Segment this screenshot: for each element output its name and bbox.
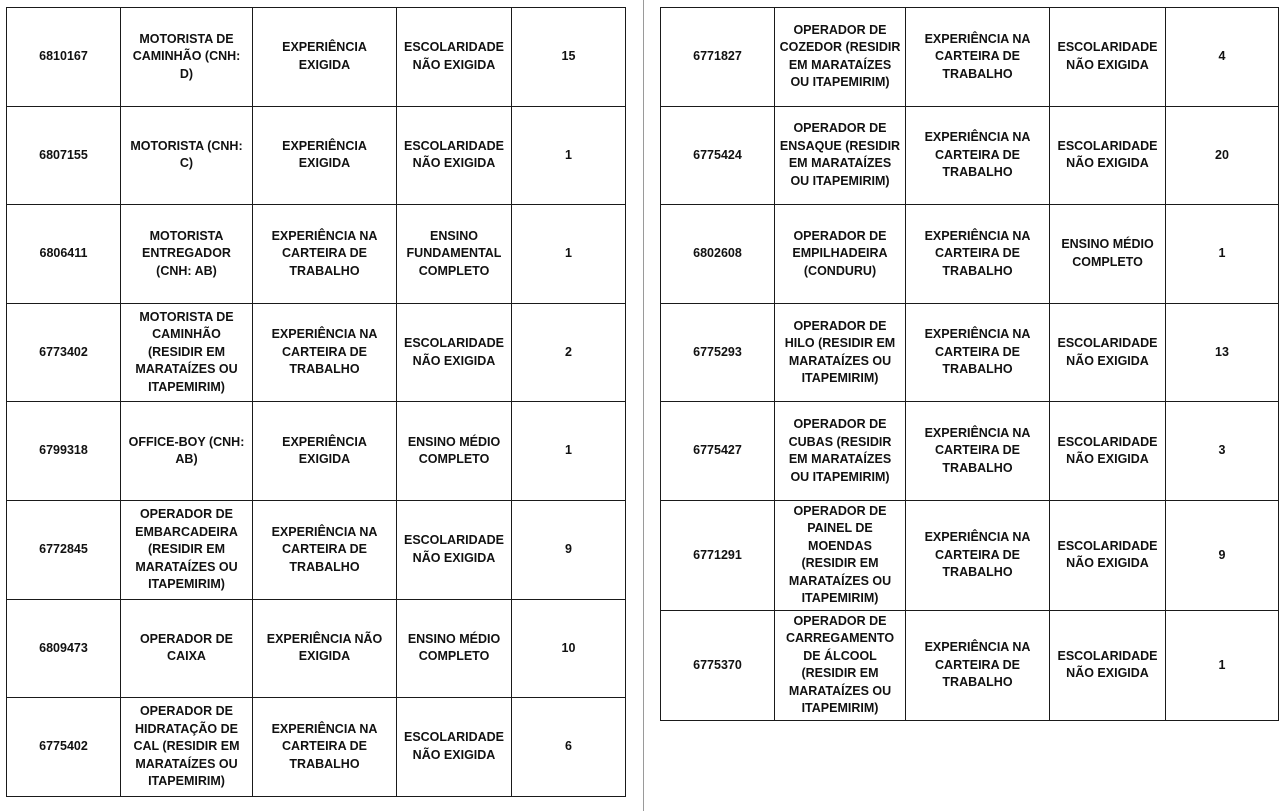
job-title: OPERADOR DE PAINEL DE MOENDAS (RESIDIR EM MARATAÍZES OU ITAPEMIRIM)	[775, 500, 906, 610]
job-title: OPERADOR DE HIDRATAÇÃO DE CAL (RESIDIR EM MARATAÍZES OU ITAPEMIRIM)	[121, 698, 253, 797]
table-row	[7, 698, 626, 797]
vacancy-count: 1	[512, 106, 626, 205]
education-requirement: ESCOLARIDADE NÃO EXIGIDA	[397, 303, 512, 402]
job-title: OPERADOR DE EMPILHADEIRA (CONDURU)	[775, 205, 906, 304]
page-divider	[643, 0, 644, 811]
job-code: 6775370	[661, 610, 775, 720]
job-title: OPERADOR DE ENSAQUE (RESIDIR EM MARATAÍZES OU ITAPEMIRIM)	[775, 106, 906, 205]
table-row	[661, 106, 1279, 205]
job-title: MOTORISTA DE CAMINHÃO (RESIDIR EM MARATAÍZES OU ITAPEMIRIM)	[121, 303, 253, 402]
job-code: 6772845	[7, 500, 121, 599]
vacancy-count: 15	[512, 8, 626, 107]
vacancy-count: 4	[1166, 8, 1279, 107]
experience-requirement: EXPERIÊNCIA EXIGIDA	[253, 8, 397, 107]
table-row	[661, 205, 1279, 304]
table-row	[661, 610, 1279, 720]
experience-requirement: EXPERIÊNCIA NA CARTEIRA DE TRABALHO	[906, 303, 1050, 402]
vacancy-count: 20	[1166, 106, 1279, 205]
table-row	[661, 500, 1279, 610]
job-code: 6775293	[661, 303, 775, 402]
vacancy-count: 3	[1166, 402, 1279, 501]
vacancy-count: 9	[512, 500, 626, 599]
experience-requirement: EXPERIÊNCIA NA CARTEIRA DE TRABALHO	[253, 205, 397, 304]
vacancy-count: 1	[512, 402, 626, 501]
experience-requirement: EXPERIÊNCIA NA CARTEIRA DE TRABALHO	[253, 303, 397, 402]
table-row	[7, 303, 626, 402]
job-title: MOTORISTA (CNH: C)	[121, 106, 253, 205]
table-row	[661, 402, 1279, 501]
education-requirement: ESCOLARIDADE NÃO EXIGIDA	[397, 106, 512, 205]
education-requirement: ESCOLARIDADE NÃO EXIGIDA	[1050, 500, 1166, 610]
experience-requirement: EXPERIÊNCIA NA CARTEIRA DE TRABALHO	[906, 500, 1050, 610]
education-requirement: ESCOLARIDADE NÃO EXIGIDA	[1050, 106, 1166, 205]
job-code: 6802608	[661, 205, 775, 304]
vacancy-count: 6	[512, 698, 626, 797]
experience-requirement: EXPERIÊNCIA NÃO EXIGIDA	[253, 599, 397, 698]
education-requirement: ESCOLARIDADE NÃO EXIGIDA	[397, 8, 512, 107]
experience-requirement: EXPERIÊNCIA NA CARTEIRA DE TRABALHO	[253, 500, 397, 599]
job-title: OPERADOR DE COZEDOR (RESIDIR EM MARATAÍZES OU ITAPEMIRIM)	[775, 8, 906, 107]
vacancy-count: 1	[1166, 205, 1279, 304]
experience-requirement: EXPERIÊNCIA EXIGIDA	[253, 402, 397, 501]
table-row	[7, 205, 626, 304]
table-row	[7, 8, 626, 107]
education-requirement: ESCOLARIDADE NÃO EXIGIDA	[397, 500, 512, 599]
job-title: OFFICE-BOY (CNH: AB)	[121, 402, 253, 501]
vacancy-count: 1	[512, 205, 626, 304]
job-title: MOTORISTA DE CAMINHÃO (CNH: D)	[121, 8, 253, 107]
job-title: OPERADOR DE CAIXA	[121, 599, 253, 698]
job-code: 6806411	[7, 205, 121, 304]
job-code: 6773402	[7, 303, 121, 402]
experience-requirement: EXPERIÊNCIA EXIGIDA	[253, 106, 397, 205]
education-requirement: ENSINO MÉDIO COMPLETO	[397, 599, 512, 698]
table-row	[7, 500, 626, 599]
experience-requirement: EXPERIÊNCIA NA CARTEIRA DE TRABALHO	[253, 698, 397, 797]
job-code: 6771291	[661, 500, 775, 610]
education-requirement: ENSINO MÉDIO COMPLETO	[397, 402, 512, 501]
job-code: 6775427	[661, 402, 775, 501]
education-requirement: ESCOLARIDADE NÃO EXIGIDA	[397, 698, 512, 797]
job-code: 6810167	[7, 8, 121, 107]
table-row	[661, 303, 1279, 402]
job-code: 6771827	[661, 8, 775, 107]
job-table-left	[6, 7, 626, 797]
job-code: 6799318	[7, 402, 121, 501]
education-requirement: ENSINO FUNDAMENTAL COMPLETO	[397, 205, 512, 304]
job-title: MOTORISTA ENTREGADOR (CNH: AB)	[121, 205, 253, 304]
education-requirement: ESCOLARIDADE NÃO EXIGIDA	[1050, 402, 1166, 501]
table-row	[661, 8, 1279, 107]
vacancy-count: 2	[512, 303, 626, 402]
education-requirement: ENSINO MÉDIO COMPLETO	[1050, 205, 1166, 304]
education-requirement: ESCOLARIDADE NÃO EXIGIDA	[1050, 8, 1166, 107]
job-title: OPERADOR DE CUBAS (RESIDIR EM MARATAÍZES OU ITAPEMIRIM)	[775, 402, 906, 501]
experience-requirement: EXPERIÊNCIA NA CARTEIRA DE TRABALHO	[906, 610, 1050, 720]
job-title: OPERADOR DE HILO (RESIDIR EM MARATAÍZES OU ITAPEMIRIM)	[775, 303, 906, 402]
vacancy-count: 1	[1166, 610, 1279, 720]
experience-requirement: EXPERIÊNCIA NA CARTEIRA DE TRABALHO	[906, 106, 1050, 205]
experience-requirement: EXPERIÊNCIA NA CARTEIRA DE TRABALHO	[906, 402, 1050, 501]
job-code: 6809473	[7, 599, 121, 698]
experience-requirement: EXPERIÊNCIA NA CARTEIRA DE TRABALHO	[906, 8, 1050, 107]
vacancy-count: 13	[1166, 303, 1279, 402]
education-requirement: ESCOLARIDADE NÃO EXIGIDA	[1050, 610, 1166, 720]
job-code: 6775402	[7, 698, 121, 797]
education-requirement: ESCOLARIDADE NÃO EXIGIDA	[1050, 303, 1166, 402]
vacancy-count: 10	[512, 599, 626, 698]
table-row	[7, 599, 626, 698]
table-row	[7, 106, 626, 205]
table-row	[7, 402, 626, 501]
job-title: OPERADOR DE CARREGAMENTO DE ÁLCOOL (RESIDIR EM MARATAÍZES OU ITAPEMIRIM)	[775, 610, 906, 720]
job-code: 6775424	[661, 106, 775, 205]
job-title: OPERADOR DE EMBARCADEIRA (RESIDIR EM MARATAÍZES OU ITAPEMIRIM)	[121, 500, 253, 599]
job-table-right	[660, 7, 1279, 721]
vacancy-count: 9	[1166, 500, 1279, 610]
job-code: 6807155	[7, 106, 121, 205]
experience-requirement: EXPERIÊNCIA NA CARTEIRA DE TRABALHO	[906, 205, 1050, 304]
